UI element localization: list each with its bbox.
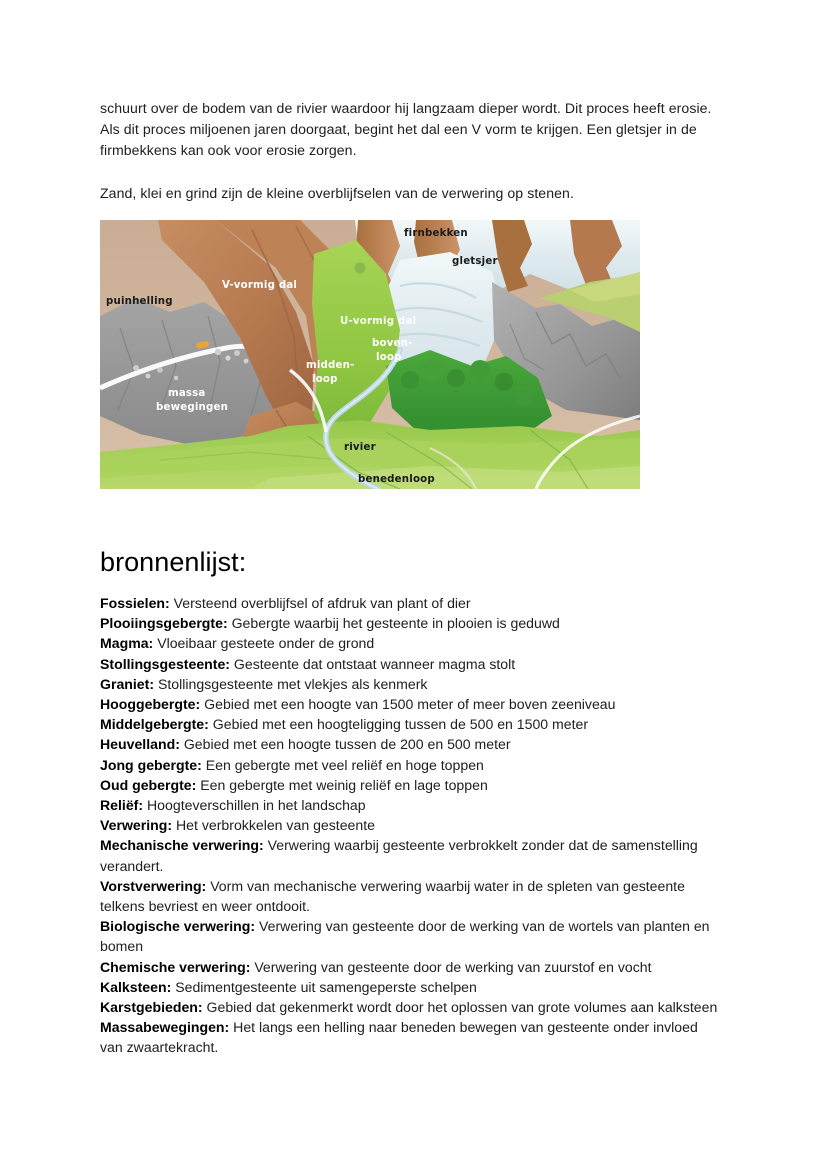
glossary-term: Verwering: <box>100 817 173 834</box>
glossary-item <box>100 734 724 754</box>
figure-label-bovenloop-1: boven- <box>372 338 413 349</box>
glossary-item <box>100 714 724 734</box>
glossary-item <box>100 1017 724 1057</box>
glossary-item <box>100 795 724 815</box>
figure-label-u-vormig-dal: U-vormig dal <box>340 316 417 327</box>
figure-label-middenloop-2: loop <box>312 374 338 385</box>
glossary-term: Vorstverwering: <box>100 877 207 894</box>
glossary-list <box>100 593 724 1058</box>
figure-label-firnbekken: firnbekken <box>404 228 468 239</box>
figure-label-massabewegingen-2: bewegingen <box>156 402 229 413</box>
glossary-term: Karstgebieden: <box>100 999 203 1016</box>
glossary-definition: Verwering van gesteente door de werking van de wortels van planten en bomen <box>100 918 710 955</box>
glossary-term: Graniet: <box>100 675 155 692</box>
glossary-term: Chemische verwering: <box>100 958 251 975</box>
glossary-definition: Een gebergte met weinig reliëf en lage toppen <box>200 776 488 793</box>
glossary-item <box>100 977 724 997</box>
glossary-definition: Sedimentgesteente uit samengeperste schelpen <box>175 978 477 995</box>
figure-label-massabewegingen-1: massa <box>168 388 206 399</box>
glossary-term: Magma: <box>100 635 154 652</box>
glossary-definition: Verwering van gesteente door de werking van zuurstof en vocht <box>254 958 652 975</box>
glossary-item <box>100 654 724 674</box>
glossary-definition: Hoogteverschillen in het landschap <box>147 797 366 814</box>
glossary-term: Hooggebergte: <box>100 696 201 713</box>
figure-label-bovenloop-2: loop <box>376 352 402 363</box>
glossary-item <box>100 775 724 795</box>
glossary-term: Heuvelland: <box>100 736 180 753</box>
figure-label-benedenloop: benedenloop <box>358 474 435 485</box>
glossary-item <box>100 876 724 916</box>
glossary-item <box>100 815 724 835</box>
glossary-term: Kalksteen: <box>100 978 172 995</box>
glossary-term: Oud gebergte: <box>100 776 197 793</box>
glossary-item <box>100 957 724 977</box>
glossary-definition: Gebergte waarbij het gesteente in plooien is geduwd <box>231 615 560 632</box>
glossary-item <box>100 633 724 653</box>
glossary-definition: Het langs een helling naar beneden bewegen van gesteente onder invloed van zwaartekracht. <box>100 1019 698 1056</box>
glossary-item <box>100 835 724 875</box>
glossary-term: Stollingsgesteente: <box>100 655 230 672</box>
glossary-term: Mechanische verwering: <box>100 837 264 854</box>
paragraph-spacer <box>100 161 724 183</box>
glossary-term: Massabewegingen: <box>100 1019 230 1036</box>
glossary-term: Reliëf: <box>100 797 144 814</box>
landscape-illustration <box>100 220 640 489</box>
glossary-item <box>100 755 724 775</box>
glossary-term: Middelgebergte: <box>100 716 209 733</box>
glossary-definition: Gebied met een hoogteligging tussen de 500 en 1500 meter <box>212 716 589 733</box>
glossary-term: Plooiingsgebergte: <box>100 615 228 632</box>
figure-label-gletsjer: gletsjer <box>452 256 498 267</box>
figure-label-puinhelling: puinhelling <box>106 296 173 307</box>
glossary-definition: Gebied dat gekenmerkt wordt door het oplossen van grote volumes aan kalksteen <box>206 999 718 1016</box>
glossary-term: Jong gebergte: <box>100 756 202 773</box>
glossary-definition: Stollingsgesteente met vlekjes als kenmerk <box>157 675 428 692</box>
glossary-definition: Een gebergte met veel reliëf en hoge toppen <box>205 756 484 773</box>
glossary-term: Biologische verwering: <box>100 918 256 935</box>
glossary-definition: Vloeibaar gesteete onder de grond <box>157 635 375 652</box>
glossary-item <box>100 997 724 1017</box>
glossary-item <box>100 593 724 613</box>
glossary-definition: Versteend overblijfsel of afdruk van plant of dier <box>173 595 471 611</box>
glossary-item <box>100 916 724 956</box>
glossary-definition: Gebied met een hoogte van 1500 meter of meer boven zeeniveau <box>204 696 616 713</box>
paragraph-erosie: schuurt over de bodem van de rivier waardoor hij langzaam dieper wordt. Dit proces heeft erosie. Als dit proces miljoenen jaren doorgaat, begint het dal een V vorm te krijgen. Een gletsjer in de firmbekkens kan ook voor erosie zorgen. <box>100 100 712 158</box>
document-content <box>100 98 724 1058</box>
glossary-definition: Gebied met een hoogte tussen de 200 en 500 meter <box>183 736 511 753</box>
figure-label-v-vormig-dal: V-vormig dal <box>222 280 298 291</box>
glossary-definition: Het verbrokkelen van gesteente <box>175 817 375 834</box>
page-title: bronnenlijst: <box>100 547 247 577</box>
figure-label-middenloop-1: midden- <box>306 360 355 371</box>
paragraph-zand-klei-grind: Zand, klei en grind zijn de kleine overblijfselen van de verwering op stenen. <box>100 185 574 201</box>
figure-label-rivier: rivier <box>344 442 376 453</box>
landscape-svg <box>100 220 640 489</box>
glossary-definition: Verwering waarbij gesteente verbrokkelt zonder dat de samenstelling verandert. <box>100 837 698 874</box>
glossary-term: Fossielen: <box>100 595 170 611</box>
glossary-item <box>100 613 724 633</box>
glossary-item <box>100 674 724 694</box>
glossary-definition: Vorm van mechanische verwering waarbij water in de spleten van gesteente telkens bevriest en weer ontdooit. <box>100 877 685 915</box>
glossary-definition: Gesteente dat ontstaat wanneer magma stolt <box>233 655 516 672</box>
glossary-item <box>100 694 724 714</box>
